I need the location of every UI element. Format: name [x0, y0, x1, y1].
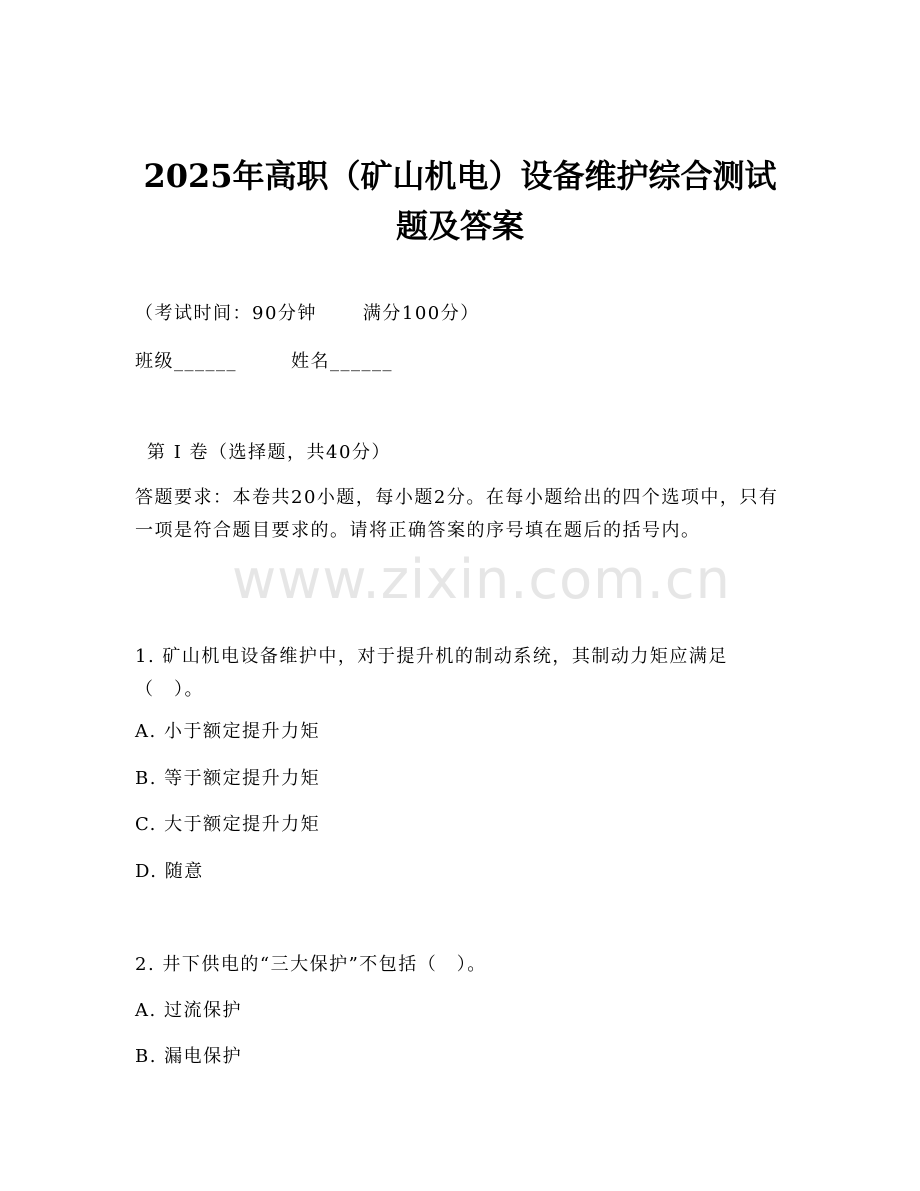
exam-score: 满分100分） — [362, 303, 480, 324]
student-fields — [135, 350, 393, 374]
question-1-option-d: D. 随意 — [135, 861, 204, 882]
name-field: 姓名______ — [291, 351, 393, 372]
question-2-option-b: B. 漏电保护 — [135, 1046, 243, 1067]
class-field: 班级______ — [135, 351, 237, 372]
question-1-option-b: B. 等于额定提升力矩 — [135, 768, 321, 789]
exam-time: （考试时间：90分钟 — [135, 303, 317, 324]
watermark: www.zixin.com.cn — [232, 548, 731, 611]
document-title-line-2: 题及答案 — [395, 207, 524, 245]
question-2-stem: 2. 井下供电的“三大保护”不包括（ ）。 — [135, 954, 487, 975]
document-title-line-1: 2025年高职（矿山机电）设备维护综合测试 — [143, 157, 777, 195]
section-title: 第 I 卷（选择题，共40分） — [147, 442, 391, 463]
question-1-stem: 1. 矿山机电设备维护中，对于提升机的制动系统，其制动力矩应满足（ ）。 — [135, 646, 728, 700]
question-2-option-a: A. 过流保护 — [135, 1000, 242, 1021]
question-1-option-c: C. 大于额定提升力矩 — [135, 814, 321, 835]
instructions: 答题要求：本卷共20小题，每小题2分。在每小题给出的四个选项中，只有一项是符合题目要求的。请将正确答案的序号填在题后的括号内。 — [135, 487, 779, 541]
exam-info — [135, 302, 480, 326]
question-1-option-a: A. 小于额定提升力矩 — [135, 721, 320, 742]
